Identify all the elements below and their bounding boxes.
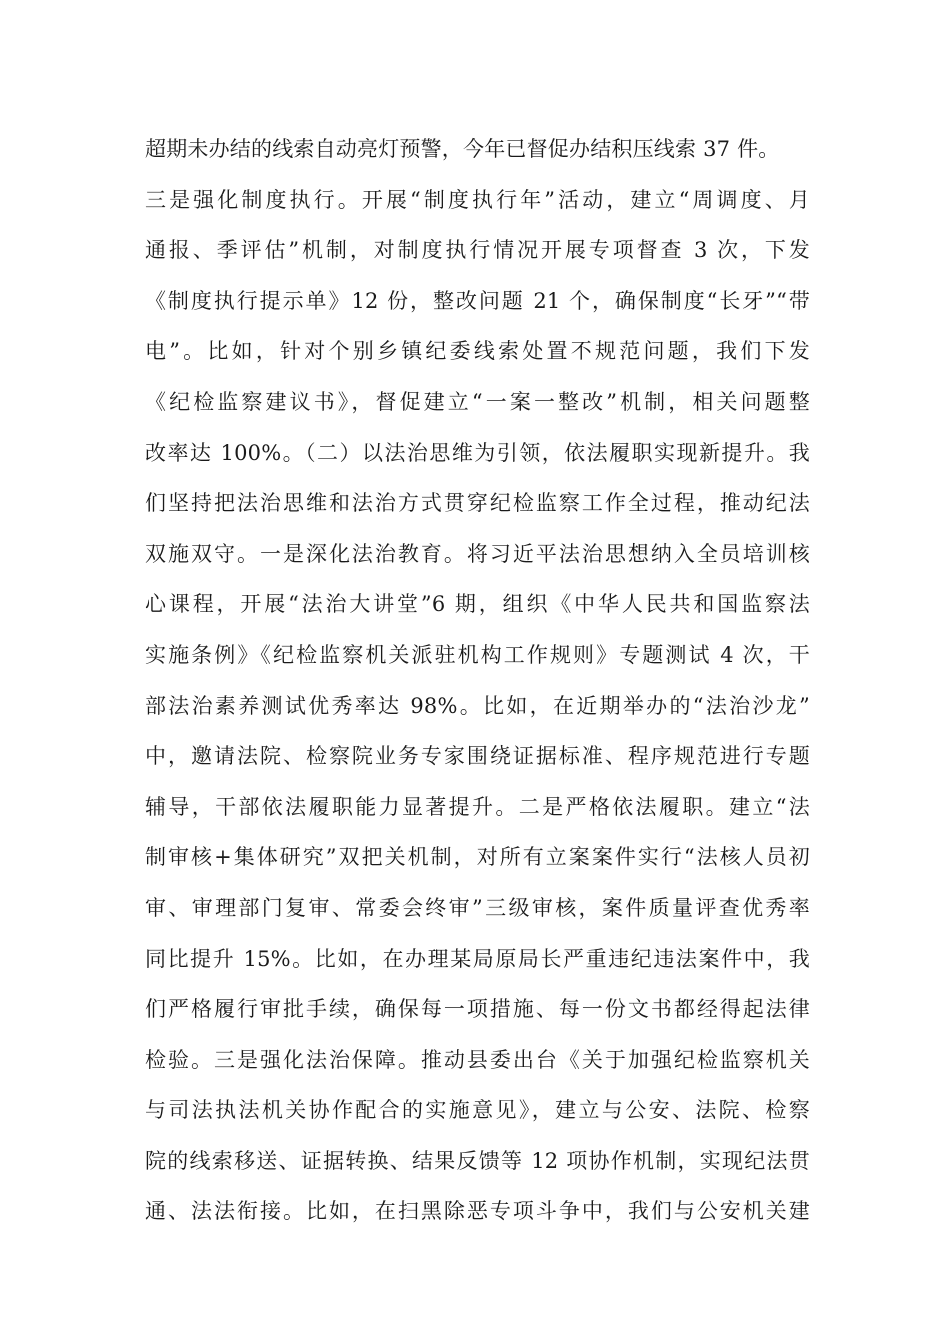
- text-line-21: 院的线索移送、证据转换、结果反馈等 12 项协作机制，实现纪法贯: [145, 1148, 810, 1173]
- text-line-4: 《制度执行提示单》12 份，整改问题 21 个，确保制度“长牙”“带: [145, 288, 810, 313]
- text-line-3: 通报、季评估”机制，对制度执行情况开展专项督查 3 次，下发: [145, 238, 810, 263]
- text-line-10: 心课程，开展“法治大讲堂”6 期，组织《中华人民共和国监察法: [145, 592, 810, 617]
- text-line-14: 辅导，干部依法履职能力显著提升。二是严格依法履职。建立“法: [145, 794, 810, 819]
- text-line-12: 部法治素养测试优秀率达 98%。比如，在近期举办的“法治沙龙”: [145, 693, 810, 718]
- text-line-8: 们坚持把法治思维和法治方式贯穿纪检监察工作全过程，推动纪法: [145, 491, 810, 516]
- text-line-9: 双施双守。一是深化法治教育。将习近平法治思想纳入全员培训核: [145, 541, 810, 566]
- text-line-16: 审、审理部门复审、常委会终审”三级审核，案件质量评查优秀率: [145, 895, 810, 920]
- text-line-1: 超期未办结的线索自动亮灯预警，今年已督促办结积压线索 37 件。: [145, 137, 780, 161]
- text-line-2: 三是强化制度执行。开展“制度执行年”活动，建立“周调度、月: [145, 187, 810, 212]
- text-line-11: 实施条例》《纪检监察机关派驻机构工作规则》专题测试 4 次，干: [145, 642, 810, 667]
- text-line-18: 们严格履行审批手续，确保每一项措施、每一份文书都经得起法律: [145, 997, 810, 1022]
- text-line-15: 制审核+集体研究”双把关机制，对所有立案案件实行“法核人员初: [145, 845, 810, 870]
- text-line-5: 电”。比如，针对个别乡镇纪委线索处置不规范问题，我们下发: [145, 339, 810, 364]
- body-text: [145, 124, 810, 1237]
- text-line-20: 与司法执法机关协作配合的实施意见》，建立与公安、法院、检察: [145, 1098, 810, 1123]
- text-line-19: 检验。三是强化法治保障。推动县委出台《关于加强纪检监察机关: [145, 1047, 810, 1072]
- text-line-22: 通、法法衔接。比如，在扫黑除恶专项斗争中，我们与公安机关建: [145, 1199, 810, 1224]
- text-line-13: 中，邀请法院、检察院业务专家围绕证据标准、程序规范进行专题: [145, 744, 810, 769]
- text-line-6: 《纪检监察建议书》，督促建立“一案一整改”机制，相关问题整: [145, 389, 810, 414]
- text-line-17: 同比提升 15%。比如，在办理某局原局长严重违纪违法案件中，我: [145, 946, 810, 971]
- text-line-7: 改率达 100%。（二）以法治思维为引领，依法履职实现新提升。我: [145, 440, 810, 465]
